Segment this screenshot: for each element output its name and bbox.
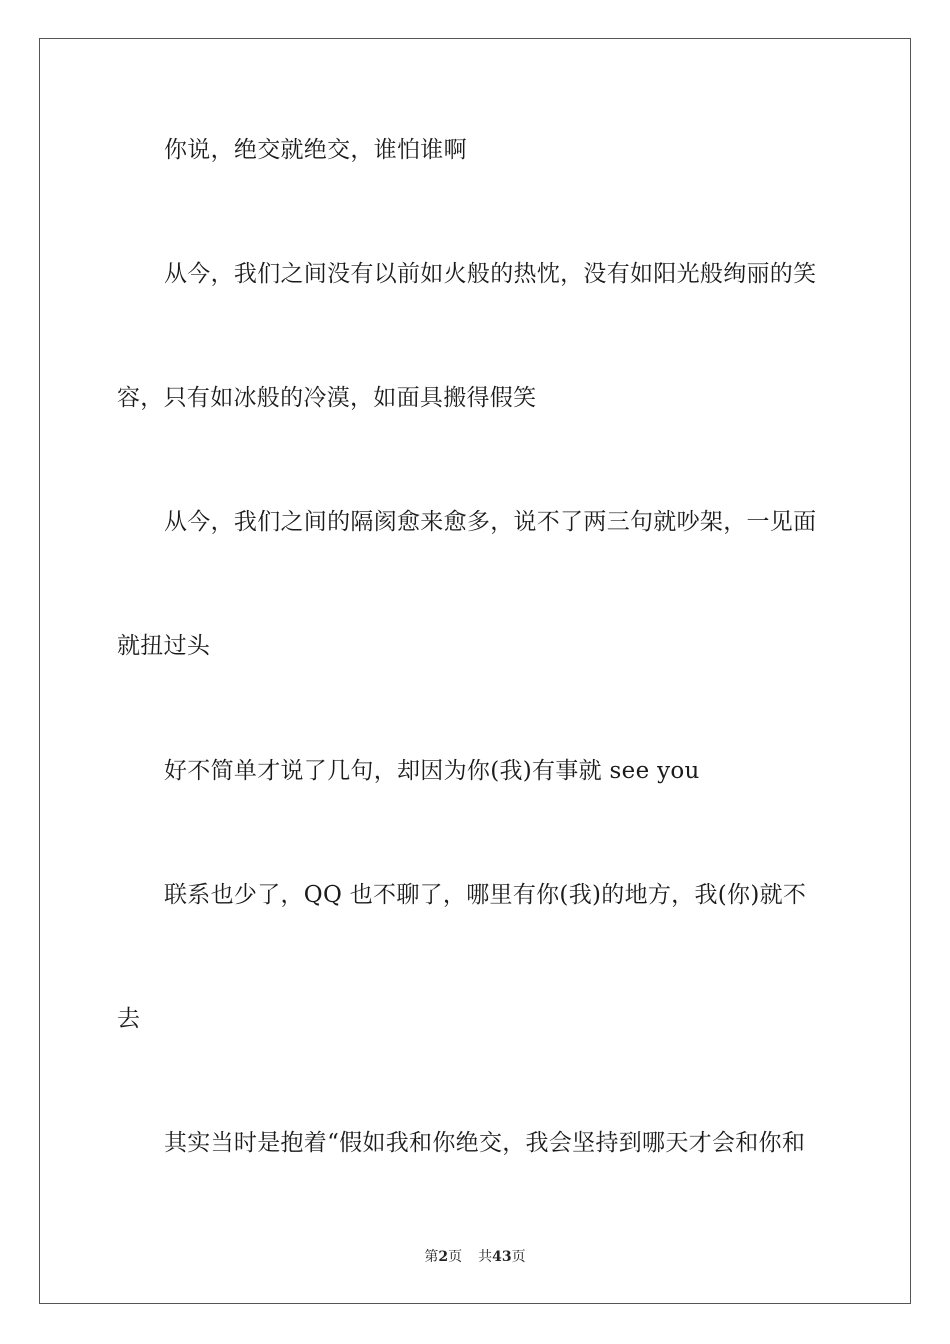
page-border: [39, 38, 911, 1304]
total-prefix: 共: [478, 1249, 493, 1265]
paragraph-line-2: 从今，我们之间没有以前如火般的热忱，没有如阳光般绚丽的笑: [164, 261, 817, 287]
paragraph-line-3: 容，只有如冰般的冷漠，如面具搬得假笑: [117, 385, 537, 411]
paragraph-line-9: 其实当时是抱着“假如我和你绝交，我会坚持到哪天才会和你和: [164, 1130, 806, 1156]
page-suffix: 页: [448, 1249, 463, 1265]
page-footer: [0, 1248, 950, 1266]
page-prefix: 第: [424, 1249, 439, 1265]
paragraph-line-7: 联系也少了，QQ 也不聊了，哪里有你(我)的地方，我(你)就不: [164, 882, 807, 908]
paragraph-line-6: 好不简单才说了几句，却因为你(我)有事就 see you: [164, 758, 700, 784]
page-number: 2: [438, 1249, 449, 1265]
paragraph-line-8: 去: [117, 1006, 141, 1032]
paragraph-line-4: 从今，我们之间的隔阂愈来愈多，说不了两三句就吵架，一见面: [164, 509, 817, 535]
total-pages: 43: [492, 1249, 512, 1265]
paragraph-line-5: 就扭过头: [117, 633, 211, 659]
total-suffix: 页: [511, 1249, 526, 1265]
paragraph-line-1: 你说，绝交就绝交，谁怕谁啊: [164, 137, 467, 163]
